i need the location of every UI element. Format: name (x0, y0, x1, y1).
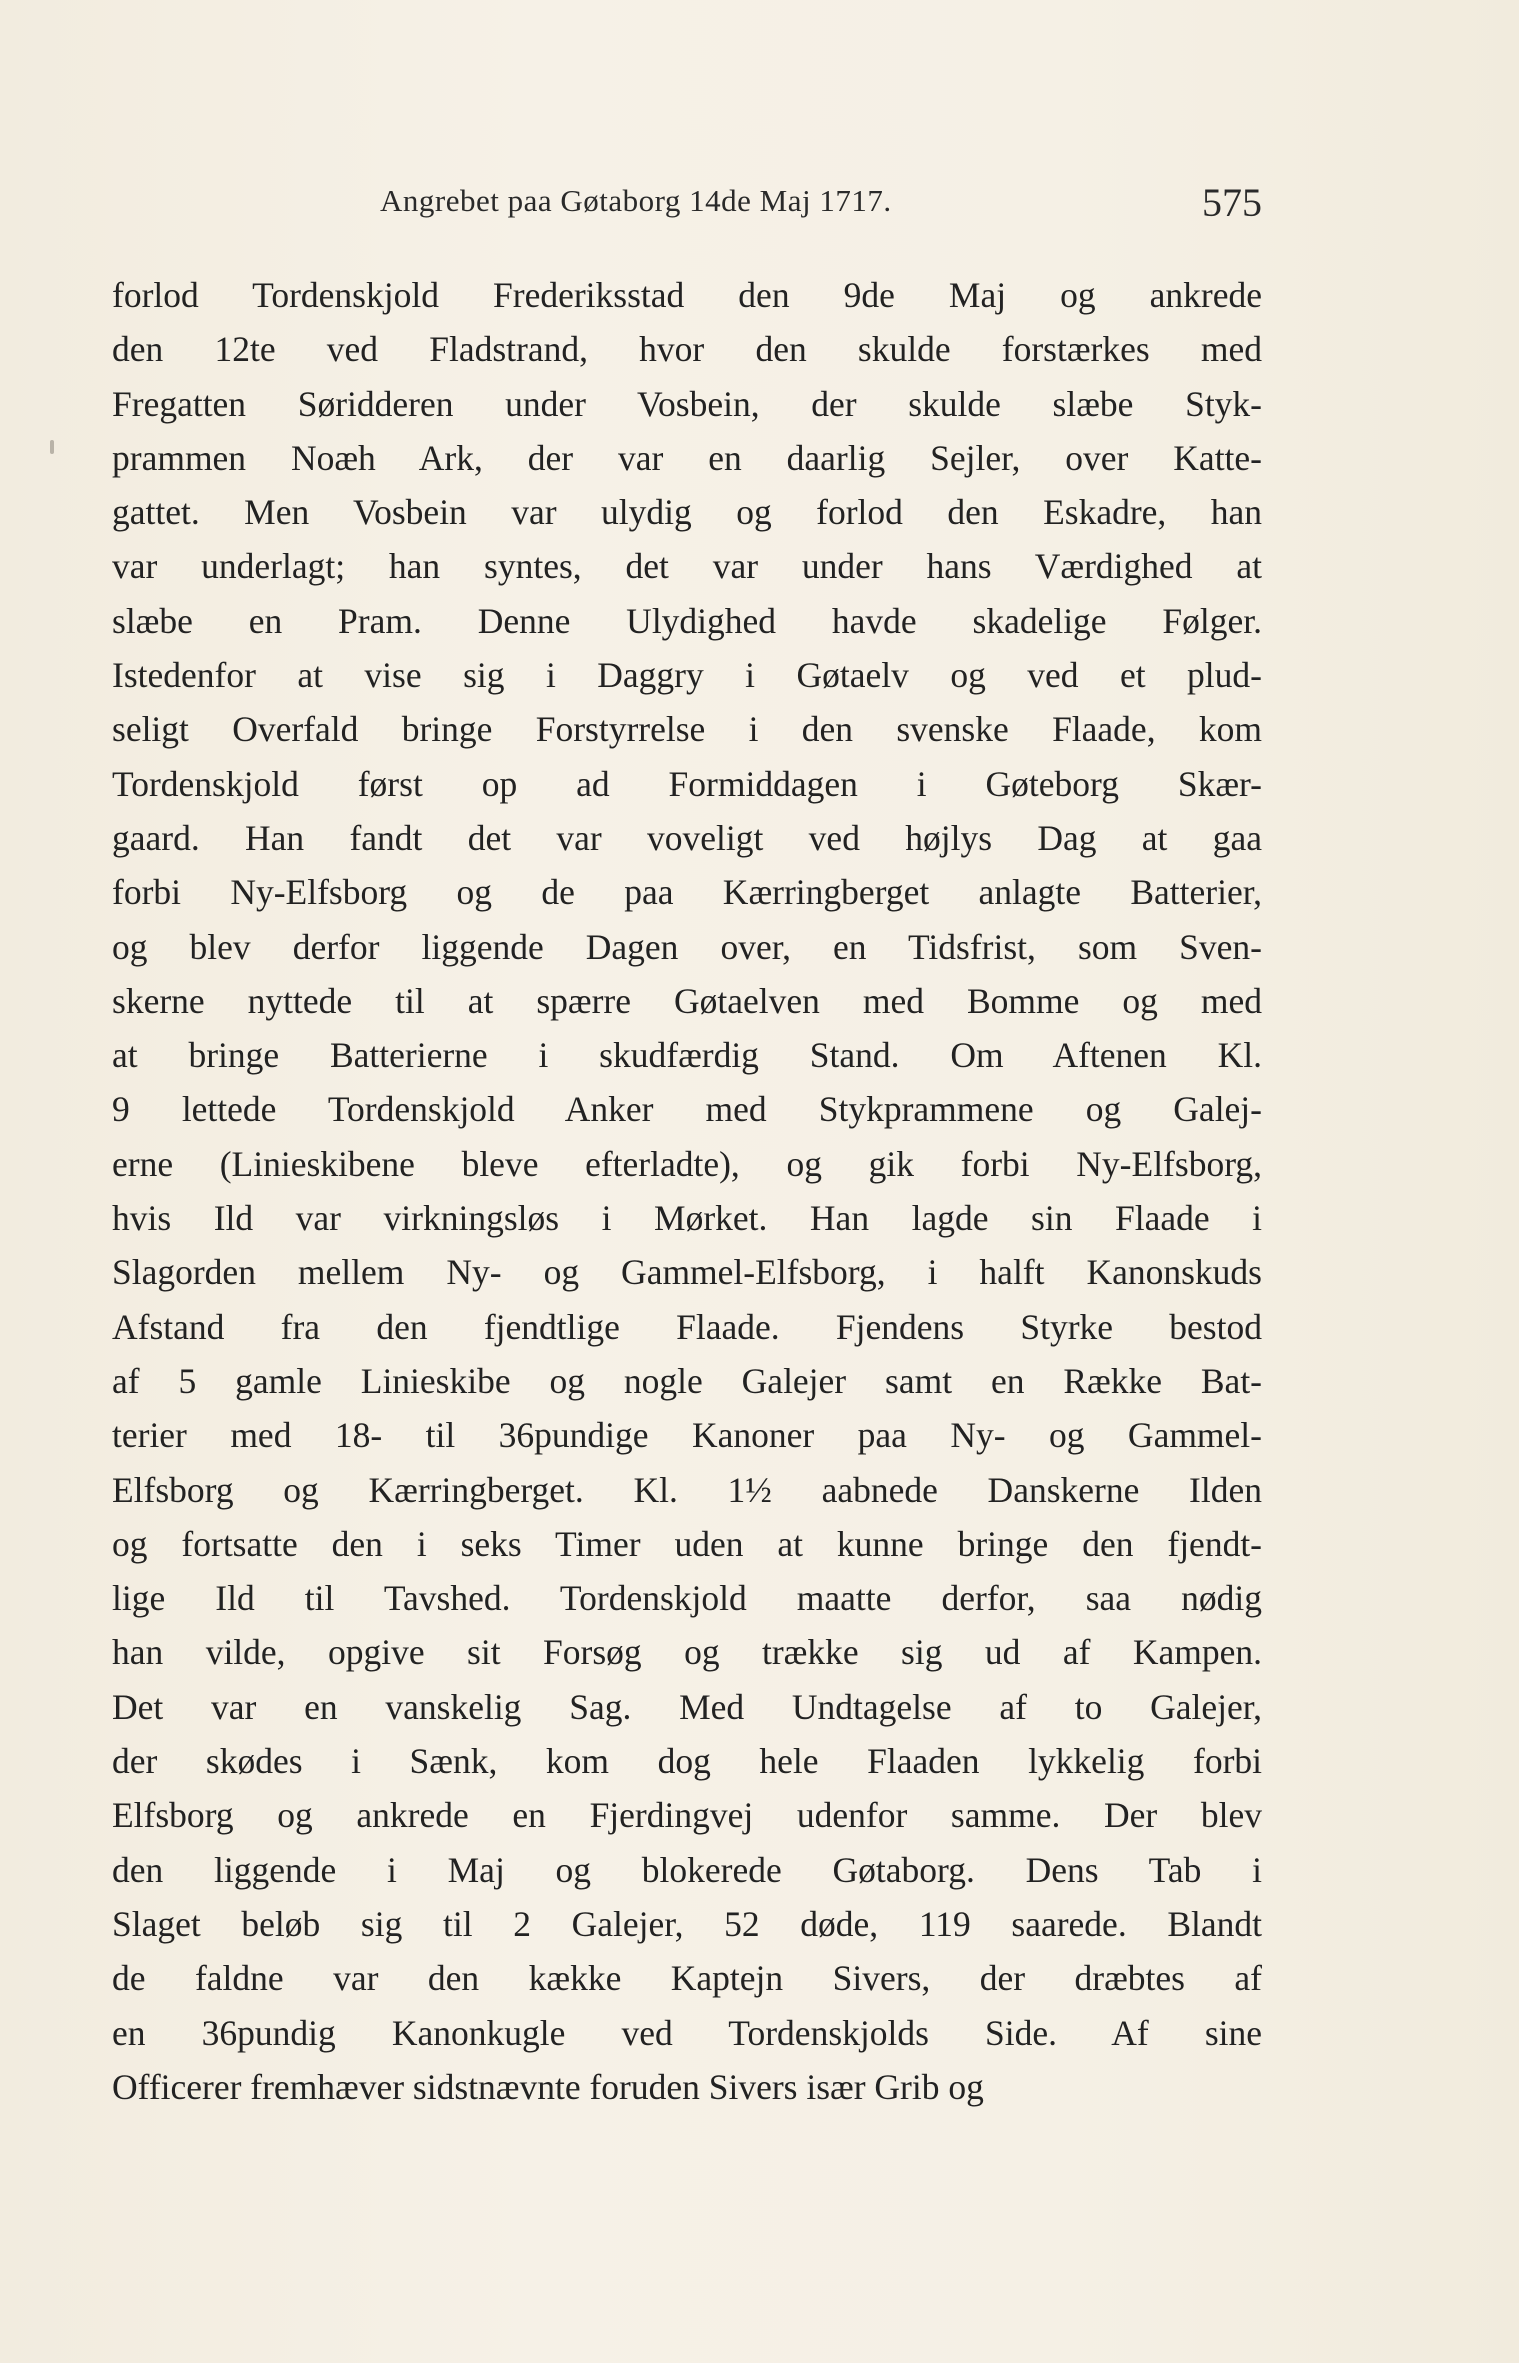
text-line: skerne nyttede til at spærre Gøtaelven med Bomme og med (112, 980, 1262, 1021)
page-number: 575 (1202, 180, 1262, 225)
text-line: den liggende i Maj og blokerede Gøtaborg. Dens Tab i (112, 1849, 1262, 1890)
text-line: Slaget beløb sig til 2 Galejer, 52 døde, 119 saarede. Blandt (112, 1903, 1262, 1944)
page-header (112, 180, 1262, 233)
text-line: gaard. Han fandt det var voveligt ved højlys Dag at gaa (112, 817, 1262, 858)
text-line: han vilde, opgive sit Forsøg og trække sig ud af Kampen. (112, 1632, 1262, 1673)
text-line: der skødes i Sænk, kom dog hele Flaaden lykkelig forbi (112, 1741, 1262, 1782)
text-line: en 36pundig Kanonkugle ved Tordenskjolds Side. Af sine (112, 2012, 1262, 2053)
text-line: 9 lettede Tordenskjold Anker med Stykprammene og Galej- (112, 1089, 1262, 1130)
text-line: Istedenfor at vise sig i Daggry i Gøtaelv og ved et plud- (112, 655, 1262, 696)
text-line: seligt Overfald bringe Forstyrrelse i den svenske Flaade, kom (112, 709, 1262, 750)
text-line: hvis Ild var virkningsløs i Mørket. Han lagde sin Flaade i (112, 1198, 1262, 1239)
text-line: lige Ild til Tavshed. Tordenskjold maatte derfor, saa nødig (112, 1578, 1262, 1619)
body-text (112, 268, 1262, 2114)
running-head: Angrebet paa Gøtaborg 14de Maj 1717. (380, 183, 892, 218)
text-line: gattet. Men Vosbein var ulydig og forlod den Eskadre, han (112, 492, 1262, 533)
text-line: Elfsborg og Kærringberget. Kl. 1½ aabnede Danskerne Ilden (112, 1469, 1262, 1510)
text-line: erne (Linieskibene bleve efterladte), og gik forbi Ny-Elfsborg, (112, 1143, 1262, 1184)
text-line: Officerer fremhæver sidstnævnte foruden Sivers især Grib og (112, 2066, 984, 2107)
text-line: og blev derfor liggende Dagen over, en Tidsfrist, som Sven- (112, 926, 1262, 967)
text-line: af 5 gamle Linieskibe og nogle Galejer samt en Række Bat- (112, 1360, 1262, 1401)
text-line: forbi Ny-Elfsborg og de paa Kærringberget anlagte Batterier, (112, 872, 1262, 913)
text-line: terier med 18- til 36pundige Kanoner paa Ny- og Gammel- (112, 1415, 1262, 1456)
text-line: Slagorden mellem Ny- og Gammel-Elfsborg, i halft Kanonskuds (112, 1252, 1262, 1293)
text-line: var underlagt; han syntes, det var under hans Værdighed at (112, 546, 1262, 587)
text-line: og fortsatte den i seks Timer uden at kunne bringe den fjendt- (112, 1523, 1262, 1564)
text-line: forlod Tordenskjold Frederiksstad den 9de Maj og ankrede (112, 275, 1262, 315)
text-line: Tordenskjold først op ad Formiddagen i Gøteborg Skær- (112, 763, 1262, 804)
text-line: prammen Noæh Ark, der var en daarlig Sejler, over Katte- (112, 437, 1262, 478)
text-line: Fregatten Søridderen under Vosbein, der skulde slæbe Styk- (112, 383, 1262, 424)
text-line: Det var en vanskelig Sag. Med Undtagelse af to Galejer, (112, 1686, 1262, 1727)
margin-mark (50, 440, 54, 454)
text-line: Afstand fra den fjendtlige Flaade. Fjendens Styrke bestod (112, 1306, 1262, 1347)
text-line: den 12te ved Fladstrand, hvor den skulde forstærkes med (112, 329, 1262, 370)
text-line: de faldne var den kække Kaptejn Sivers, der dræbtes af (112, 1958, 1262, 1999)
text-line: at bringe Batterierne i skudfærdig Stand. Om Aftenen Kl. (112, 1035, 1262, 1076)
text-line: Elfsborg og ankrede en Fjerdingvej udenfor samme. Der blev (112, 1795, 1262, 1836)
text-line: slæbe en Pram. Denne Ulydighed havde skadelige Følger. (112, 600, 1262, 641)
